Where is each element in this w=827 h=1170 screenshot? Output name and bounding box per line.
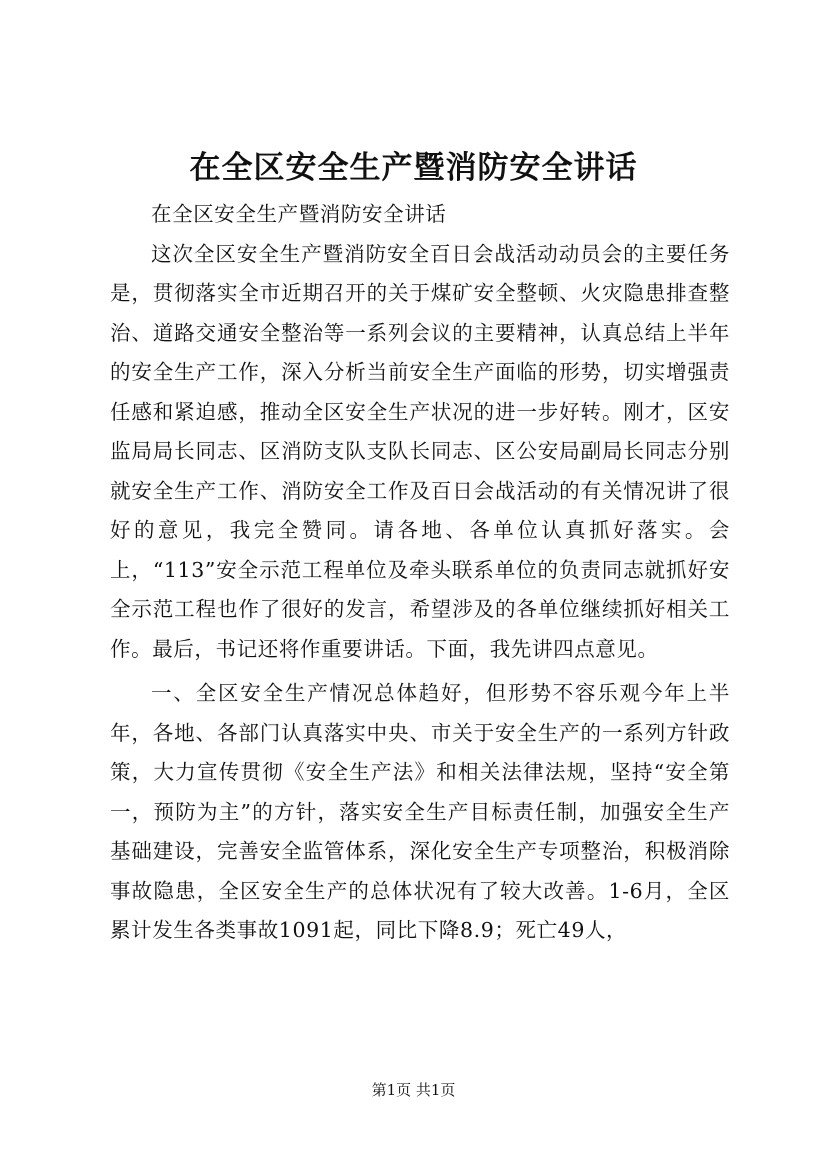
- document-title: 在全区安全生产暨消防安全讲话: [189, 150, 638, 186]
- subtitle-paragraph: 在全区安全生产暨消防安全讲话: [151, 202, 447, 226]
- document-body: [110, 195, 730, 951]
- body-paragraph: 一、全区安全生产情况总体趋好，但形势不容乐观今年上半年，各地、各部门认真落实中央、市关于安全生产的一系列方针政策，大力宣传贯彻《安全生产法》和相关法律法规，坚持“安全第一，预防为主”的方针，落实安全生产目标责任制，加强安全生产基础建设，完善安全监管体系，深化安全生产专项整治，积极消除事故隐患，全区安全生产的总体状况有了较大改善。1-6月，全区累计发生各类事故1091起，同比下降8.9；死亡49人，: [110, 681, 730, 942]
- page-number-footer: 第1页 共1页: [371, 1081, 456, 1099]
- body-paragraph: 这次全区安全生产暨消防安全百日会战活动动员会的主要任务是，贯彻落实全市近期召开的关于煤矿安全整顿、火灾隐患排查整治、道路交通安全整治等一系列会议的主要精神，认真总结上半年的安全生产工作，深入分析当前安全生产面临的形势，切实增强责任感和紧迫感，推动全区安全生产状况的进一步好转。刚才，区安监局局长同志、区消防支队支队长同志、区公安局副局长同志分别就安全生产工作、消防安全工作及百日会战活动的有关情况讲了很好的意见，我完全赞同。请各地、各单位认真抓好落实。会上，“113”安全示范工程单位及牵头联系单位的负责同志就抓好安全示范工程也作了很好的发言，希望涉及的各单位继续抓好相关工作。最后，书记还将作重要讲话。下面，我先讲四点意见。: [110, 241, 730, 661]
